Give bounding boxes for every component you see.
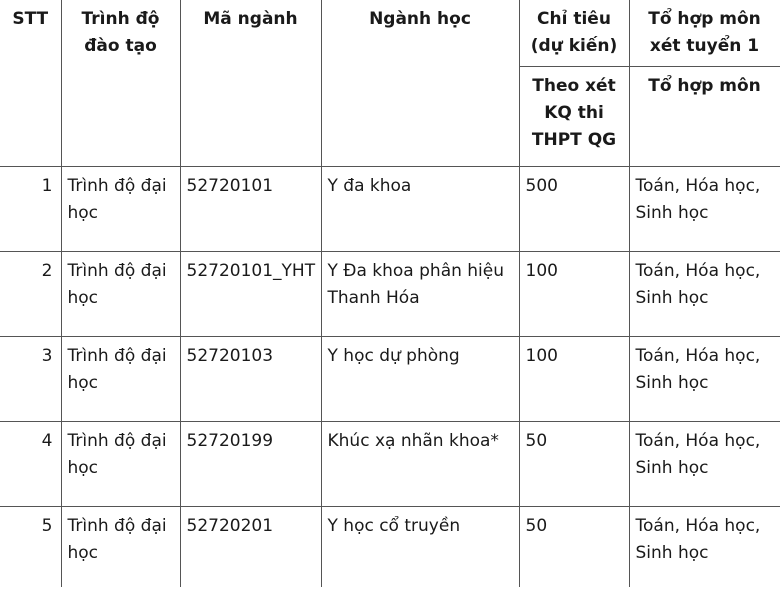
table-row bbox=[0, 252, 780, 337]
header-to-hop-sub: Tổ hợp môn bbox=[629, 67, 780, 167]
cell-stt: 4 bbox=[0, 422, 61, 507]
header-nganh-hoc: Ngành học bbox=[321, 0, 519, 167]
cell-trinh-do: Trình độ đại học bbox=[61, 337, 180, 422]
table-row bbox=[0, 337, 780, 422]
header-trinh-do: Trình độ đào tạo bbox=[61, 0, 180, 167]
header-to-hop: Tổ hợp môn xét tuyển 1 bbox=[629, 0, 780, 67]
table-row bbox=[0, 507, 780, 587]
cell-trinh-do: Trình độ đại học bbox=[61, 507, 180, 587]
cell-stt: 1 bbox=[0, 167, 61, 252]
cell-ma-nganh: 52720101 bbox=[180, 167, 321, 252]
cell-nganh-hoc: Khúc xạ nhãn khoa* bbox=[321, 422, 519, 507]
cell-to-hop: Toán, Hóa học, Sinh học bbox=[629, 507, 780, 587]
cell-to-hop: Toán, Hóa học, Sinh học bbox=[629, 167, 780, 252]
cell-to-hop: Toán, Hóa học, Sinh học bbox=[629, 337, 780, 422]
cell-trinh-do: Trình độ đại học bbox=[61, 167, 180, 252]
cell-ma-nganh: 52720103 bbox=[180, 337, 321, 422]
cell-chi-tieu: 50 bbox=[519, 422, 629, 507]
cell-trinh-do: Trình độ đại học bbox=[61, 252, 180, 337]
cell-ma-nganh: 52720201 bbox=[180, 507, 321, 587]
cell-chi-tieu: 100 bbox=[519, 252, 629, 337]
cell-chi-tieu: 50 bbox=[519, 507, 629, 587]
cell-nganh-hoc: Y học dự phòng bbox=[321, 337, 519, 422]
table-row bbox=[0, 167, 780, 252]
cell-nganh-hoc: Y học cổ truyền bbox=[321, 507, 519, 587]
cell-stt: 3 bbox=[0, 337, 61, 422]
cell-to-hop: Toán, Hóa học, Sinh học bbox=[629, 252, 780, 337]
cell-ma-nganh: 52720101_YHT bbox=[180, 252, 321, 337]
header-theo-xet: Theo xét KQ thi THPT QG bbox=[519, 67, 629, 167]
cell-trinh-do: Trình độ đại học bbox=[61, 422, 180, 507]
header-ma-nganh: Mã ngành bbox=[180, 0, 321, 167]
cell-chi-tieu: 100 bbox=[519, 337, 629, 422]
cell-chi-tieu: 500 bbox=[519, 167, 629, 252]
header-chi-tieu: Chỉ tiêu (dự kiến) bbox=[519, 0, 629, 67]
header-stt: STT bbox=[0, 0, 61, 167]
cell-nganh-hoc: Y đa khoa bbox=[321, 167, 519, 252]
table-row bbox=[0, 422, 780, 507]
header-row bbox=[0, 0, 780, 67]
cell-stt: 2 bbox=[0, 252, 61, 337]
cell-stt: 5 bbox=[0, 507, 61, 587]
cell-to-hop: Toán, Hóa học, Sinh học bbox=[629, 422, 780, 507]
cell-nganh-hoc: Y Đa khoa phân hiệu Thanh Hóa bbox=[321, 252, 519, 337]
cell-ma-nganh: 52720199 bbox=[180, 422, 321, 507]
